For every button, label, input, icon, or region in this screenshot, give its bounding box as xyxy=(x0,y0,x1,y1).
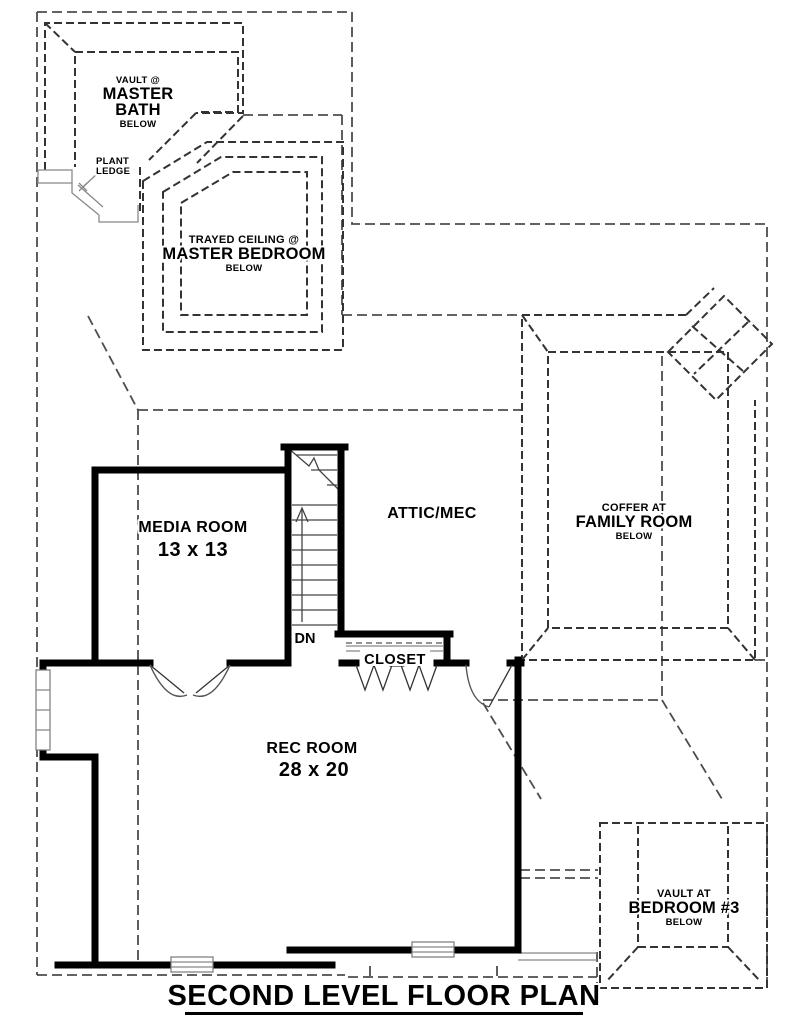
stair-dn-label: DN xyxy=(294,631,316,647)
bedroom3-label-line3: BELOW xyxy=(665,917,703,928)
media-room-label: MEDIA ROOM xyxy=(138,519,248,536)
media-room-walls xyxy=(95,470,283,663)
rec-room-left-walls xyxy=(43,663,95,965)
master-bath-label-line1: VAULT @ xyxy=(115,75,161,86)
master-bath-label-line4: BELOW xyxy=(119,119,157,130)
window-bottom-right xyxy=(412,942,454,957)
family-room-label-line2: FAMILY ROOM xyxy=(575,513,693,531)
window-bottom-left xyxy=(171,957,213,972)
porch-edge-lines xyxy=(518,953,597,960)
master-bedroom-label-line2: MASTER BEDROOM xyxy=(162,245,326,263)
family-room-coffer-outline xyxy=(522,288,755,660)
media-room-double-door xyxy=(150,665,230,696)
closet-shelf xyxy=(346,643,443,651)
family-room-label-line3: BELOW xyxy=(615,531,653,542)
master-bedroom-label-line1: TRAYED CEILING @ xyxy=(188,234,300,246)
outer-roof-boundary xyxy=(37,12,767,988)
walls xyxy=(43,447,521,965)
media-room-dims: 13 x 13 xyxy=(157,539,229,561)
staircase xyxy=(288,448,341,625)
closet-bifold-doors xyxy=(356,665,437,690)
plan-title: SECOND LEVEL FLOOR PLAN xyxy=(167,980,601,1012)
bedroom3-label-line2: BEDROOM #3 xyxy=(628,899,740,917)
plan-title-group xyxy=(167,980,600,1015)
windows xyxy=(36,670,454,972)
plant-ledge-label-line1: PLANT xyxy=(96,156,130,167)
master-bath-label-line3: BATH xyxy=(115,101,161,119)
attic-mec-label: ATTIC/MEC xyxy=(387,505,477,522)
plan-title-underline xyxy=(185,1012,583,1015)
bedroom3-label-line1: VAULT AT xyxy=(657,888,711,900)
master-bedroom-label-line3: BELOW xyxy=(225,263,263,274)
family-room-label-line1: COFFER AT xyxy=(601,502,667,514)
plant-ledge-outline xyxy=(38,170,138,222)
master-bath-label-line2: MASTER xyxy=(102,85,174,103)
rec-room-label: REC ROOM xyxy=(266,740,358,757)
window-left-wall xyxy=(36,670,50,750)
fireplace-bay-outline xyxy=(668,296,772,400)
rec-room-dims: 28 x 20 xyxy=(278,759,350,781)
plant-ledge-label-line2: LEDGE xyxy=(96,166,131,177)
doors xyxy=(150,665,512,707)
closet-label: CLOSET xyxy=(364,652,426,668)
room-labels xyxy=(96,75,740,928)
